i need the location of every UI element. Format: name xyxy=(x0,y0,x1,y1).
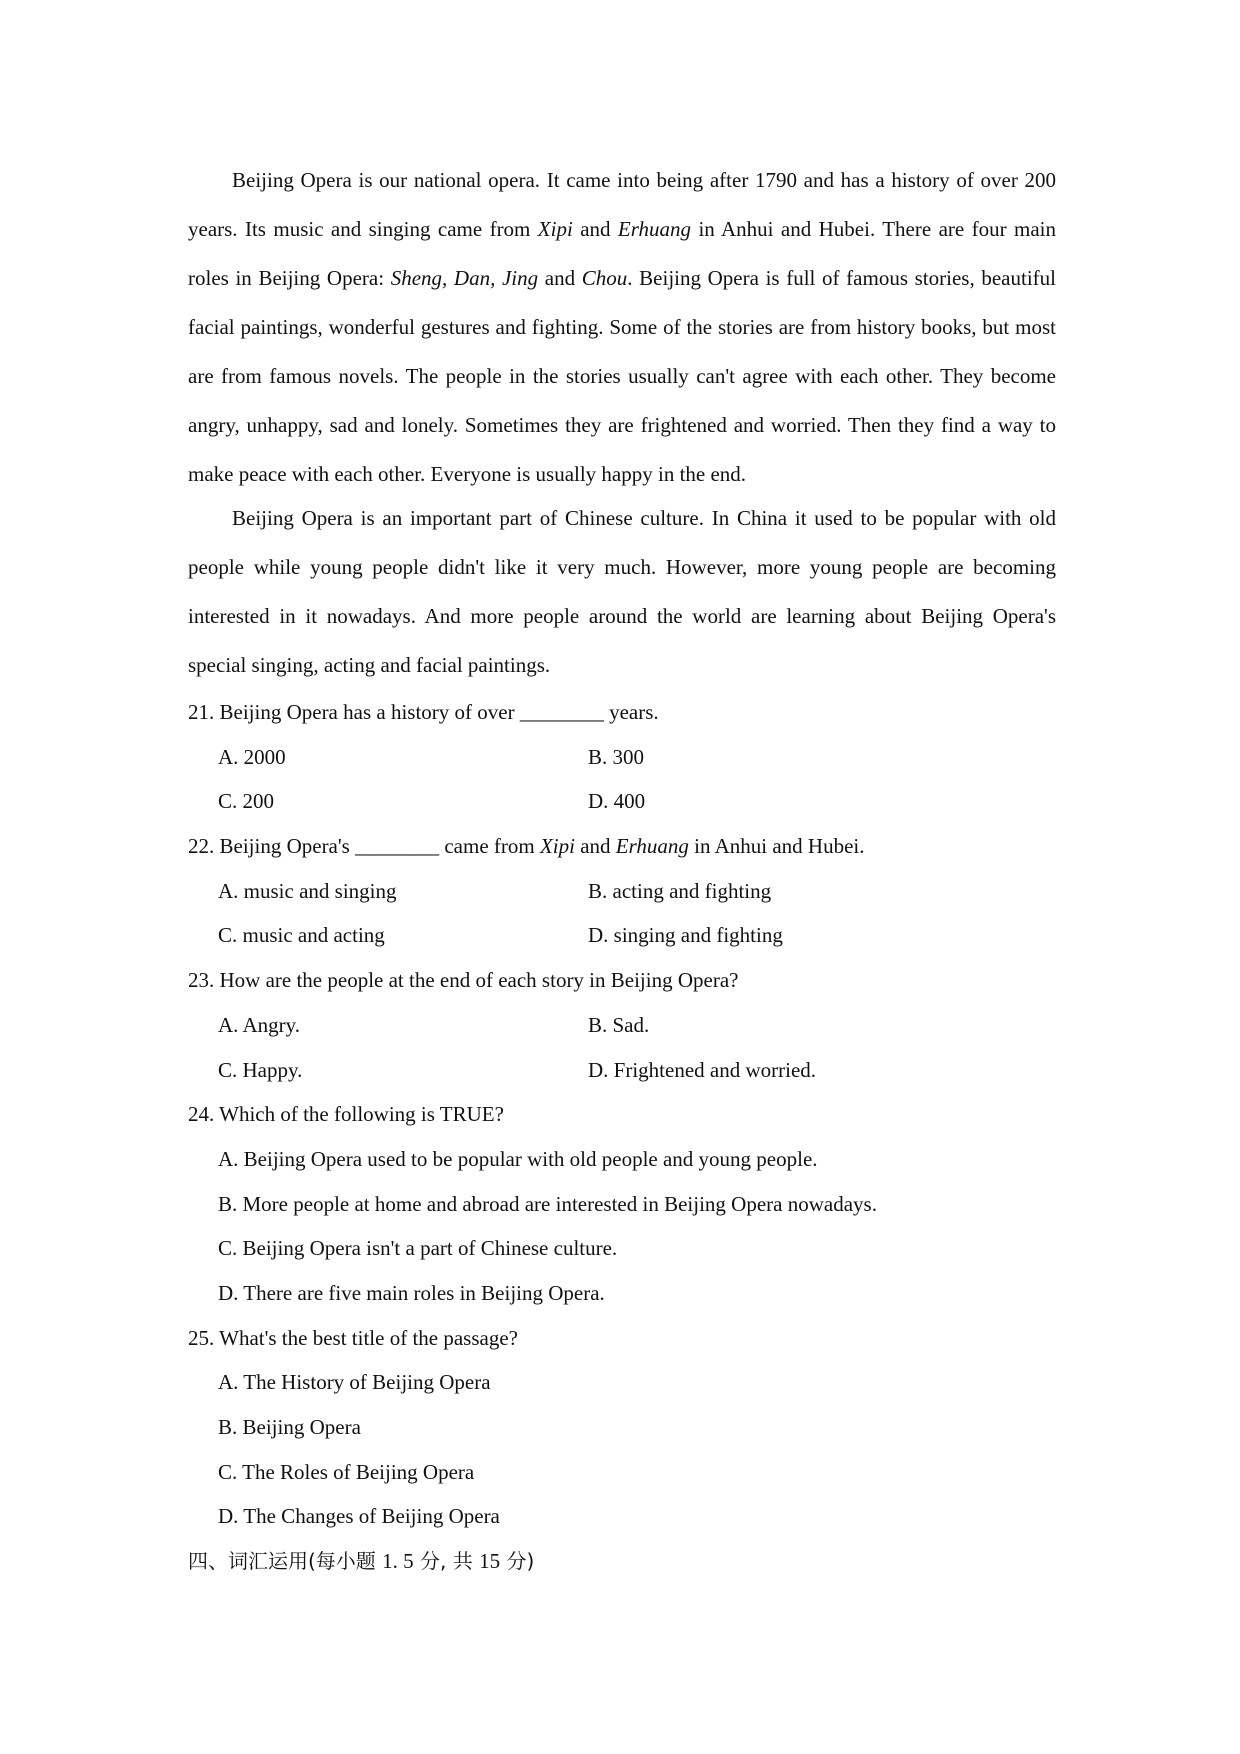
options-row xyxy=(188,1048,1056,1093)
options-row xyxy=(188,735,1056,780)
option-c[interactable]: C. Happy. xyxy=(218,1057,303,1082)
question-stem: 22. Beijing Opera's ________ came from Xipi and Erhuang in Anhui and Hubei. xyxy=(188,834,865,859)
option-c[interactable]: C. Beijing Opera isn't a part of Chinese culture. xyxy=(218,1236,618,1261)
question-stem: 21. Beijing Opera has a history of over ________ years. xyxy=(188,700,659,724)
option-a[interactable]: A. Beijing Opera used to be popular with old people and young people. xyxy=(218,1146,818,1171)
option-d[interactable]: D. The Changes of Beijing Opera xyxy=(218,1504,500,1529)
option-a[interactable]: A. 2000 xyxy=(218,744,286,769)
options-row xyxy=(188,1003,1056,1048)
option-c[interactable]: C. 200 xyxy=(218,789,275,814)
option-b[interactable]: B. Beijing Opera xyxy=(218,1415,361,1439)
option-c[interactable]: C. music and acting xyxy=(218,923,385,948)
option-b[interactable]: B. Sad. xyxy=(588,1012,650,1037)
term-erhuang: Erhuang xyxy=(617,217,692,241)
passage-paragraph-2: Beijing Opera is an important part of Chinese culture. In China it used to be popular with old people while young people didn't like it very much. However, more young people are becoming interested in it nowadays. And more people around the world are learning about Beijing Opera's special singing, acting and facial paintings. xyxy=(188,506,1056,677)
option-c[interactable]: C. The Roles of Beijing Opera xyxy=(218,1459,475,1484)
section-heading: 四、词汇运用(每小题 1. 5 分, 共 15 分) xyxy=(188,1549,535,1574)
question-23 xyxy=(188,958,1056,1092)
option-a[interactable]: A. The History of Beijing Opera xyxy=(218,1370,491,1395)
term-chou: Chou xyxy=(581,266,628,290)
option-d[interactable]: D. 400 xyxy=(588,789,646,814)
options-row xyxy=(188,869,1056,914)
option-a[interactable]: A. Angry. xyxy=(218,1012,301,1037)
option-d[interactable]: D. Frightened and worried. xyxy=(588,1057,817,1082)
question-stem: 23. How are the people at the end of each story in Beijing Opera? xyxy=(188,968,739,993)
option-d[interactable]: D. There are five main roles in Beijing Opera. xyxy=(218,1280,605,1305)
option-b[interactable]: B. 300 xyxy=(588,744,645,769)
question-24 xyxy=(188,1092,1056,1315)
option-a[interactable]: A. music and singing xyxy=(218,878,397,903)
question-21 xyxy=(188,690,1056,824)
options-row xyxy=(188,913,1056,958)
question-stem: 25. What's the best title of the passage? xyxy=(188,1325,518,1350)
passage-paragraph-1: Beijing Opera is our national opera. It came into being after 1790 and has a history of over 200 years. Its music and singing came from Xipi and Erhuang in Anhui and Hubei. There are four main roles in Beijing Opera: Sheng, Dan, Jing and Chou. Beijing Opera is full of famous stories, beautiful facial paintings, wonderful gestures and fighting. Some of the stories are from history books, but most are from famous novels. The people in the stories usually can't agree with each other. They become angry, unhappy, sad and lonely. Sometimes they are frightened and worried. Then they find a way to make peace with each other. Everyone is usually happy in the end. xyxy=(188,168,1056,486)
question-22 xyxy=(188,824,1056,958)
options-row xyxy=(188,779,1056,824)
option-b[interactable]: B. More people at home and abroad are interested in Beijing Opera nowadays. xyxy=(218,1191,877,1216)
option-b[interactable]: B. acting and fighting xyxy=(588,878,772,903)
option-d[interactable]: D. singing and fighting xyxy=(588,923,783,948)
exam-page xyxy=(188,156,1056,1584)
question-stem: 24. Which of the following is TRUE? xyxy=(188,1102,504,1127)
term-roles: Sheng, Dan, Jing xyxy=(390,266,539,290)
question-25 xyxy=(188,1316,1056,1539)
term-xipi: Xipi xyxy=(537,217,573,241)
